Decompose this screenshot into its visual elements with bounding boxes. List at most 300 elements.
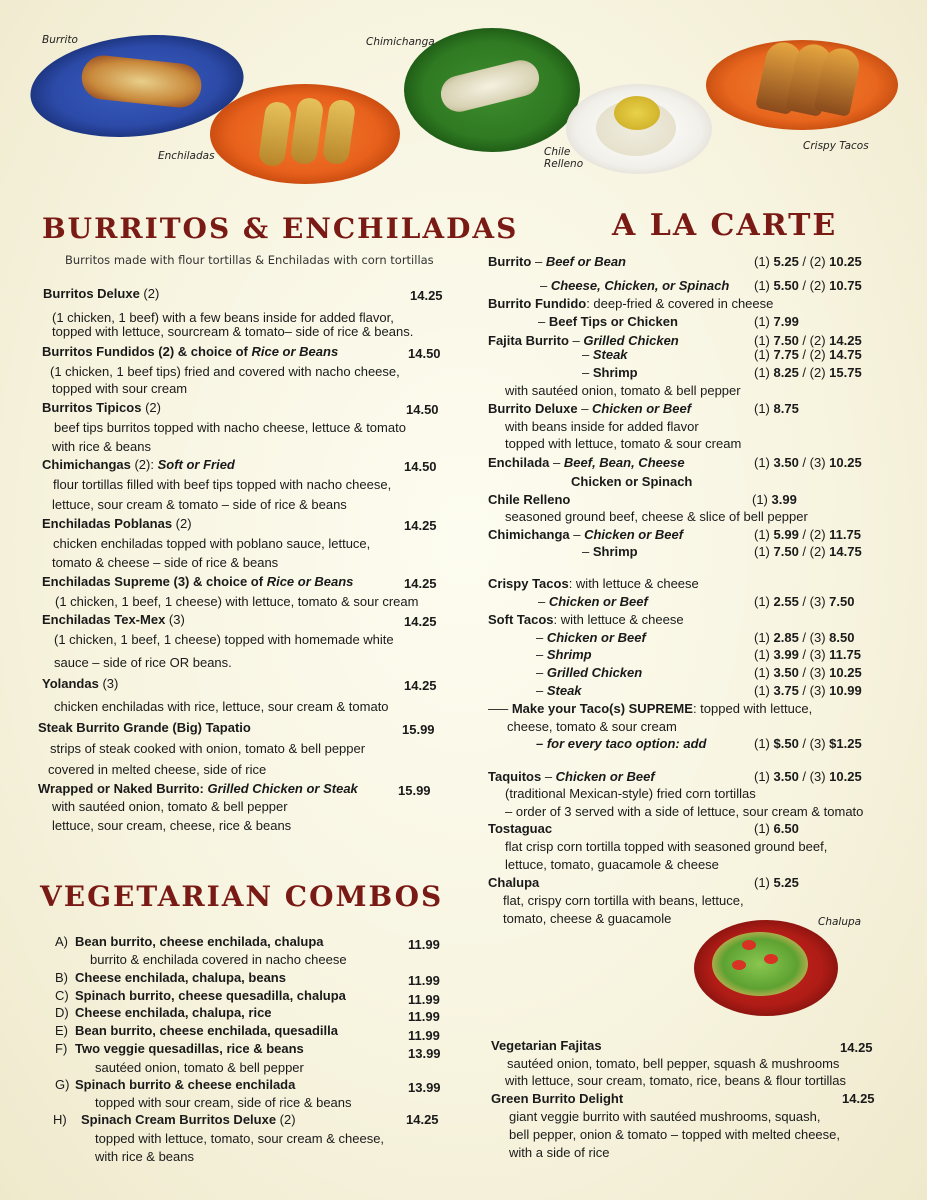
carte-price-part: (1)	[754, 665, 770, 680]
green-burrito-price: 14.25	[842, 1091, 875, 1106]
carte-price-part: 8.50	[825, 630, 855, 645]
carte-price-part: (2)	[809, 254, 826, 269]
carte-price	[754, 347, 862, 363]
carte-price-part: 15.75	[825, 365, 862, 380]
burrito-item-desc: (1 chicken, 1 beef, 1 cheese) topped with homemade white	[54, 632, 394, 647]
carte-price-part: 10.25	[825, 455, 862, 470]
carte-text-segment: – for every taco option: add	[536, 736, 707, 751]
carte-text-segment: Make your Taco(s) SUPREME	[511, 701, 693, 716]
carte-price-part: 3.75	[769, 683, 803, 698]
carte-text-segment: Chicken or Spinach	[571, 474, 693, 489]
burrito-item-name: Burritos Deluxe	[43, 286, 140, 301]
veg-item-letter: A)	[55, 934, 68, 949]
carte-line	[488, 492, 570, 508]
carte-line	[538, 594, 648, 610]
carte-price-part: 8.25	[769, 365, 803, 380]
veg-item-name: Spinach burrito & cheese enchilada	[75, 1077, 296, 1092]
carte-line	[538, 314, 678, 330]
carte-line	[503, 893, 744, 909]
carte-price-part: /	[802, 333, 807, 348]
vegetarian-fajitas-desc-1: sautéed onion, tomato, bell pepper, squash & mushrooms	[507, 1056, 840, 1071]
burrito-item-qty: (2)	[141, 400, 161, 415]
burrito-item-desc: (1 chicken, 1 beef, 1 cheese) with lettuce, tomato & sour cream	[55, 594, 419, 609]
carte-price-part: (1)	[754, 254, 770, 269]
carte-text-segment: —–	[488, 701, 512, 716]
carte-text-segment: Grilled Chicken	[583, 333, 679, 348]
burrito-item-option: Grilled Chicken or Steak	[207, 781, 358, 796]
carte-price-part: 7.75	[769, 347, 803, 362]
carte-text-segment: – order of 3 served with a side of lettuce, sour cream & tomato	[505, 804, 864, 819]
burrito-item-desc: chicken enchiladas topped with poblano sauce, lettuce,	[53, 536, 371, 551]
carte-line	[488, 701, 812, 717]
carte-price	[754, 365, 862, 381]
carte-text-segment: with sautéed onion, tomato & bell pepper	[505, 383, 741, 398]
veg-item-letter: H)	[53, 1112, 67, 1127]
carte-price-part: (1)	[754, 455, 770, 470]
carte-text-segment: Chicken or Beef	[592, 401, 692, 416]
carte-text-segment: : with lettuce & cheese	[568, 576, 699, 591]
carte-price-part: (1)	[754, 365, 770, 380]
carte-text-segment: : with lettuce & cheese	[553, 612, 684, 627]
carte-price-part: (2)	[809, 527, 826, 542]
carte-price	[754, 527, 861, 543]
burrito-item-desc: flour tortillas filled with beef tips topped with nacho cheese,	[53, 477, 392, 492]
carte-price-part: 14.75	[825, 347, 862, 362]
vegetarian-fajitas-name: Vegetarian Fajitas	[491, 1038, 602, 1053]
carte-price-part: (1)	[754, 736, 770, 751]
carte-line	[505, 839, 827, 855]
carte-price-part: /	[802, 527, 807, 542]
carte-price-part: (1)	[754, 821, 770, 836]
carte-price-part: 3.50	[769, 455, 803, 470]
carte-line	[505, 786, 756, 802]
carte-price-part: (3)	[809, 769, 826, 784]
veg-item-name: Spinach Cream Burritos Deluxe	[81, 1112, 277, 1127]
carte-line	[536, 647, 592, 663]
carte-text-segment: Chicken or Beef	[584, 527, 684, 542]
carte-price-part: (2)	[809, 544, 826, 559]
carte-price-part: 6.50	[769, 821, 799, 836]
carte-text-segment: –	[541, 769, 556, 784]
carte-price-part: (3)	[809, 647, 826, 662]
carte-text-segment: Chalupa	[488, 875, 540, 890]
carte-text-segment: Grilled Chicken	[546, 665, 643, 680]
carte-text-segment: –	[536, 665, 547, 680]
carte-line	[505, 509, 808, 525]
carte-line	[488, 821, 552, 837]
carte-price-part: 5.99	[769, 527, 803, 542]
burrito-item-desc: covered in melted cheese, side of rice	[48, 762, 267, 777]
carte-text-segment: tomato, cheese & guacamole	[503, 911, 672, 926]
carte-price-part: 7.50	[825, 594, 855, 609]
caption-chalupa: Chalupa	[818, 916, 862, 928]
burrito-item-price: 15.99	[402, 722, 435, 737]
carte-line	[488, 527, 683, 543]
veg-item-letter: F)	[55, 1041, 68, 1056]
carte-price-part: (1)	[754, 544, 770, 559]
carte-line	[540, 278, 729, 294]
veg-item-price: 11.99	[408, 973, 440, 988]
carte-price	[754, 665, 862, 681]
carte-price-part: (2)	[809, 365, 826, 380]
vegetarian-heading: VEGETARIAN COMBOS	[40, 880, 444, 913]
carte-text-segment: Chicken or Beef	[548, 594, 648, 609]
carte-text-segment: Soft Tacos	[488, 612, 554, 627]
carte-price-part: 10.75	[825, 278, 862, 293]
carte-text-segment: Steak	[592, 347, 628, 362]
burrito-item-title	[42, 457, 235, 473]
green-burrito-desc-2: bell pepper, onion & tomato – topped with melted cheese,	[509, 1127, 840, 1142]
carte-text-segment: Chicken or Beef	[546, 630, 646, 645]
chalupa-plate-image	[694, 920, 838, 1016]
carte-text-segment: Beef Tips or Chicken	[548, 314, 678, 329]
burrito-item-desc: topped with lettuce, sourcream & tomato– side of rice & beans.	[52, 324, 414, 339]
carte-price-part: (1)	[754, 278, 770, 293]
vegetarian-fajitas-price: 14.25	[840, 1040, 873, 1055]
carte-price-part: 3.99	[769, 647, 803, 662]
carte-text-segment: Burrito Fundido	[488, 296, 587, 311]
veg-item-price: 13.99	[408, 1080, 441, 1095]
caption-relleno: Relleno	[544, 158, 584, 170]
burrito-item-desc: tomato & cheese – side of rice & beans	[52, 555, 279, 570]
carte-line	[505, 857, 719, 873]
burrito-item-option: Rice or Beans	[266, 574, 354, 589]
veg-item-price: 13.99	[408, 1046, 441, 1061]
carte-text-segment: flat crisp corn tortilla topped with seasoned ground beef,	[505, 839, 828, 854]
carte-price-part: /	[802, 278, 807, 293]
vegetarian-fajitas-desc-2: with lettuce, sour cream, tomato, rice, beans & flour tortillas	[505, 1073, 847, 1088]
veg-item-letter: E)	[55, 1023, 68, 1038]
carte-price-part: (3)	[809, 665, 826, 680]
carte-text-segment: Shrimp	[592, 365, 638, 380]
veg-item-title	[81, 1112, 296, 1128]
carte-line	[488, 612, 684, 628]
carte-text-segment: Chicken or Beef	[555, 769, 655, 784]
carte-price-part: (1)	[754, 401, 770, 416]
caption-crispy-tacos: Crispy Tacos	[803, 140, 869, 152]
veg-item-price: 11.99	[408, 1028, 440, 1043]
burrito-item-desc: (1 chicken, 1 beef tips) fried and covered with nacho cheese,	[50, 364, 400, 379]
carte-text-segment: –	[582, 365, 593, 380]
carte-price	[754, 683, 862, 699]
carte-price-part: 14.25	[825, 333, 862, 348]
carte-price-part: /	[802, 769, 807, 784]
carte-text-segment: Enchilada	[488, 455, 550, 470]
chile-relleno-plate-image	[566, 84, 712, 174]
veg-item-desc: burrito & enchilada covered in nacho cheese	[90, 952, 347, 967]
carte-price-part: 5.25	[769, 254, 803, 269]
carte-price-part: /	[802, 683, 807, 698]
carte-price-part: 14.75	[825, 544, 862, 559]
veg-item-name: Spinach burrito, cheese quesadilla, chalupa	[75, 988, 346, 1003]
burrito-item-qty: (3)	[165, 612, 185, 627]
burrito-item-name: Burritos Tipicos	[42, 400, 142, 415]
veg-item-name: Bean burrito, cheese enchilada, chalupa	[75, 934, 324, 949]
carte-text-segment: seasoned ground beef, cheese & slice of bell pepper	[505, 509, 808, 524]
burrito-item-price: 14.25	[404, 678, 437, 693]
carte-price-part: 7.99	[769, 314, 799, 329]
carte-text-segment: Beef or Bean	[545, 254, 627, 269]
burrito-item-qty: (2)	[172, 516, 192, 531]
carte-price-part: /	[802, 594, 807, 609]
green-burrito-name: Green Burrito Delight	[491, 1091, 624, 1106]
carte-price	[754, 821, 799, 837]
carte-text-segment: –	[582, 347, 593, 362]
veg-item-name: Cheese enchilada, chalupa, rice	[75, 1005, 272, 1020]
carte-price	[754, 630, 854, 646]
carte-price-part: (1)	[752, 492, 768, 507]
carte-price	[754, 594, 854, 610]
veg-item-title	[75, 1005, 272, 1021]
burrito-item-title	[38, 781, 358, 797]
burrito-item-qty: (2) & choice of	[154, 344, 252, 359]
carte-price-part: (1)	[754, 527, 770, 542]
carte-text-segment: –	[540, 278, 551, 293]
burrito-item-desc: beef tips burritos topped with nacho cheese, lettuce & tomato	[54, 420, 406, 435]
carte-line	[505, 383, 741, 399]
veg-item-title	[75, 970, 286, 986]
carte-text-segment: with beans inside for added flavor	[505, 419, 699, 434]
carte-text-segment: cheese, tomato & sour cream	[507, 719, 677, 734]
veg-item-letter: D)	[55, 1005, 69, 1020]
carte-price-part: 10.25	[825, 769, 862, 784]
burrito-item-price: 15.99	[398, 783, 431, 798]
carte-text-segment: –	[531, 254, 546, 269]
burrito-item-name: Wrapped or Naked Burrito:	[38, 781, 208, 796]
caption-chimichanga: Chimichanga	[366, 36, 435, 48]
burrito-item-desc: lettuce, sour cream, cheese, rice & beans	[52, 818, 292, 833]
carte-text-segment: Beef, Bean, Cheese	[563, 455, 685, 470]
carte-text-segment: Steak	[546, 683, 582, 698]
veg-item-title	[75, 1041, 304, 1057]
carte-price-part: (1)	[754, 347, 770, 362]
burrito-item-desc: topped with sour cream	[52, 381, 188, 396]
burrito-item-price: 14.25	[404, 614, 437, 629]
burrito-item-price: 14.25	[404, 576, 437, 591]
carte-price-part: (3)	[809, 594, 826, 609]
carte-price	[754, 455, 862, 471]
carte-price-part: (1)	[754, 333, 770, 348]
carte-text-segment: –	[549, 455, 564, 470]
carte-price-part: /	[802, 736, 807, 751]
carte-price-part: (1)	[754, 647, 770, 662]
carte-text-segment: Chimichanga	[488, 527, 570, 542]
veg-item-price: 11.99	[408, 992, 440, 1007]
carte-price-part: 10.25	[825, 254, 862, 269]
carte-line	[488, 875, 539, 891]
carte-price-part: 3.50	[769, 665, 803, 680]
burrito-item-name: Enchiladas Tex-Mex	[42, 612, 166, 627]
burrito-item-price: 14.50	[406, 402, 439, 417]
carte-price-part: (1)	[754, 630, 770, 645]
carte-text-segment: –	[538, 314, 549, 329]
carte-price	[754, 544, 862, 560]
carte-price	[754, 736, 862, 752]
carte-price-part: $.50	[769, 736, 803, 751]
carte-line	[488, 455, 685, 471]
carte-text-segment: –	[569, 527, 585, 542]
burritos-heading: BURRITOS & ENCHILADAS	[42, 212, 519, 245]
carte-price-part: (1)	[754, 683, 770, 698]
carte-line	[488, 296, 773, 312]
carte-text-segment: topped with lettuce, tomato & sour cream	[505, 436, 742, 451]
burrito-item-option: Soft or Fried	[157, 457, 235, 472]
carte-line	[503, 911, 671, 927]
burrito-item-title	[42, 344, 338, 360]
veg-item-desc: with rice & beans	[95, 1149, 194, 1164]
carte-price-part: /	[802, 455, 807, 470]
carte-text-segment: Cheese, Chicken, or Spinach	[550, 278, 730, 293]
crispy-tacos-plate-image	[706, 40, 898, 130]
carte-price-part: (3)	[809, 455, 826, 470]
veg-item-title	[75, 1077, 295, 1093]
veg-item-name: Cheese enchilada, chalupa, beans	[75, 970, 286, 985]
burrito-item-price: 14.50	[404, 459, 437, 474]
burrito-item-title	[42, 516, 192, 532]
carte-line	[507, 719, 677, 735]
burrito-item-title	[42, 612, 185, 628]
carte-text-segment: –	[536, 647, 547, 662]
carte-price-part: 11.75	[825, 527, 861, 542]
carte-line	[536, 736, 706, 752]
carte-line	[571, 474, 692, 490]
carte-price-part: (3)	[809, 630, 826, 645]
veg-item-price: 11.99	[408, 1009, 440, 1024]
carte-text-segment: Taquitos	[488, 769, 542, 784]
burrito-item-qty: (3) & choice of	[169, 574, 267, 589]
carte-price-part: 2.55	[769, 594, 803, 609]
carte-price-part: 5.50	[769, 278, 803, 293]
carte-price-part: (2)	[809, 278, 826, 293]
burrito-item-desc: chicken enchiladas with rice, lettuce, sour cream & tomato	[54, 699, 389, 714]
burrito-item-desc: (1 chicken, 1 beef) with a few beans inside for added flavor,	[52, 310, 394, 325]
carte-text-segment: : topped with lettuce,	[692, 701, 813, 716]
carte-price-part: 10.25	[825, 665, 862, 680]
carte-price-part: 7.50	[769, 333, 803, 348]
burrito-item-qty: (3)	[98, 676, 119, 691]
burrito-item-desc: strips of steak cooked with onion, tomato & bell pepper	[50, 741, 366, 756]
carte-text-segment: Shrimp	[546, 647, 592, 662]
burrito-item-price: 14.25	[404, 518, 437, 533]
carte-price	[754, 401, 799, 417]
carte-text-segment: –	[582, 544, 593, 559]
veg-item-title	[75, 934, 324, 950]
carte-line	[536, 683, 582, 699]
burrito-item-title	[42, 676, 118, 692]
carte-price-part: 11.75	[825, 647, 861, 662]
caption-chile: Chile	[544, 146, 571, 158]
burritos-subtitle: Burritos made with flour tortillas & Enchiladas with corn tortillas	[65, 253, 434, 267]
carte-price	[752, 492, 797, 508]
veg-item-letter: C)	[55, 988, 69, 1003]
carte-price	[754, 278, 862, 294]
carte-text-segment: (traditional Mexican-style) fried corn tortillas	[505, 786, 756, 801]
veg-item-title	[75, 1023, 338, 1039]
carte-line	[488, 769, 655, 785]
carte-price-part: /	[802, 630, 807, 645]
carte-line	[505, 419, 699, 435]
carte-price-part: /	[802, 665, 807, 680]
carte-text-segment: –	[568, 333, 584, 348]
carte-line	[488, 576, 699, 592]
burrito-item-desc: with sautéed onion, tomato & bell pepper	[52, 799, 288, 814]
burrito-item-price: 14.25	[410, 288, 443, 303]
veg-item-price: 14.25	[406, 1112, 439, 1127]
carte-text-segment: Burrito Deluxe	[488, 401, 578, 416]
carte-price-part: /	[802, 254, 807, 269]
burrito-item-qty: (2)	[139, 286, 160, 301]
burrito-item-desc: sauce – side of rice OR beans.	[54, 655, 232, 670]
carte-line	[505, 804, 863, 820]
burrito-item-name: Chimichangas	[42, 457, 131, 472]
carte-price-part: 5.25	[769, 875, 799, 890]
green-burrito-desc-1: giant veggie burrito with sautéed mushrooms, squash,	[509, 1109, 821, 1124]
carte-price-part: (2)	[809, 333, 826, 348]
carte-price-part: 3.50	[769, 769, 803, 784]
carte-line	[536, 630, 646, 646]
carte-text-segment: lettuce, tomato, guacamole & cheese	[505, 857, 719, 872]
veg-item-desc: topped with sour cream, side of rice & beans	[95, 1095, 352, 1110]
veg-item-name: Two veggie quesadillas, rice & beans	[75, 1041, 304, 1056]
veg-item-desc: topped with lettuce, tomato, sour cream & cheese,	[95, 1131, 385, 1146]
carte-price-part: /	[802, 647, 807, 662]
burrito-item-name: Enchiladas Poblanas	[42, 516, 173, 531]
carte-line	[505, 436, 741, 452]
burrito-item-title	[43, 286, 159, 302]
veg-item-price: 11.99	[408, 937, 440, 952]
carte-text-segment: –	[577, 401, 593, 416]
carte-text-segment: –	[538, 594, 549, 609]
carte-price	[754, 875, 799, 891]
carte-text-segment: : deep-fried & covered in cheese	[586, 296, 774, 311]
carte-price-part: (1)	[754, 594, 770, 609]
carte-text-segment: Shrimp	[592, 544, 638, 559]
carte-text-segment: Chile Relleno	[488, 492, 571, 507]
burrito-item-title	[42, 400, 161, 416]
carte-text-segment: Fajita Burrito	[488, 333, 569, 348]
carte-price-part: 2.85	[769, 630, 803, 645]
carte-price-part: 7.50	[769, 544, 803, 559]
veg-item-letter: G)	[55, 1077, 70, 1092]
carte-price-part: (1)	[754, 875, 770, 890]
green-burrito-desc-3: with a side of rice	[509, 1145, 610, 1160]
burrito-item-name: Enchiladas Supreme	[42, 574, 170, 589]
veg-item-name: Bean burrito, cheese enchilada, quesadilla	[75, 1023, 338, 1038]
veg-item-qty: (2)	[276, 1112, 296, 1127]
carte-text-segment: –	[536, 683, 547, 698]
carte-text-segment: Tostaguac	[488, 821, 553, 836]
veg-item-letter: B)	[55, 970, 68, 985]
burrito-item-title	[42, 574, 353, 590]
carte-price-part: (1)	[754, 769, 770, 784]
carte-text-segment: Burrito	[488, 254, 532, 269]
carte-price-part: /	[802, 347, 807, 362]
caption-burrito: Burrito	[42, 34, 78, 46]
burrito-item-qty: (2):	[130, 457, 158, 472]
burrito-item-name: Steak Burrito Grande (Big) Tapatio	[38, 720, 251, 735]
carte-line	[582, 347, 628, 363]
carte-price-part: (3)	[809, 736, 826, 751]
veg-item-desc: sautéed onion, tomato & bell pepper	[95, 1060, 304, 1075]
carte-line	[488, 401, 691, 417]
burrito-item-title	[38, 720, 251, 736]
carte-price-part: (1)	[754, 314, 770, 329]
carte-price-part: /	[802, 544, 807, 559]
carte-price-part: (3)	[809, 683, 826, 698]
a-la-carte-heading: A LA CARTE	[612, 208, 838, 243]
carte-price	[754, 647, 861, 663]
burrito-item-price: 14.50	[408, 346, 441, 361]
